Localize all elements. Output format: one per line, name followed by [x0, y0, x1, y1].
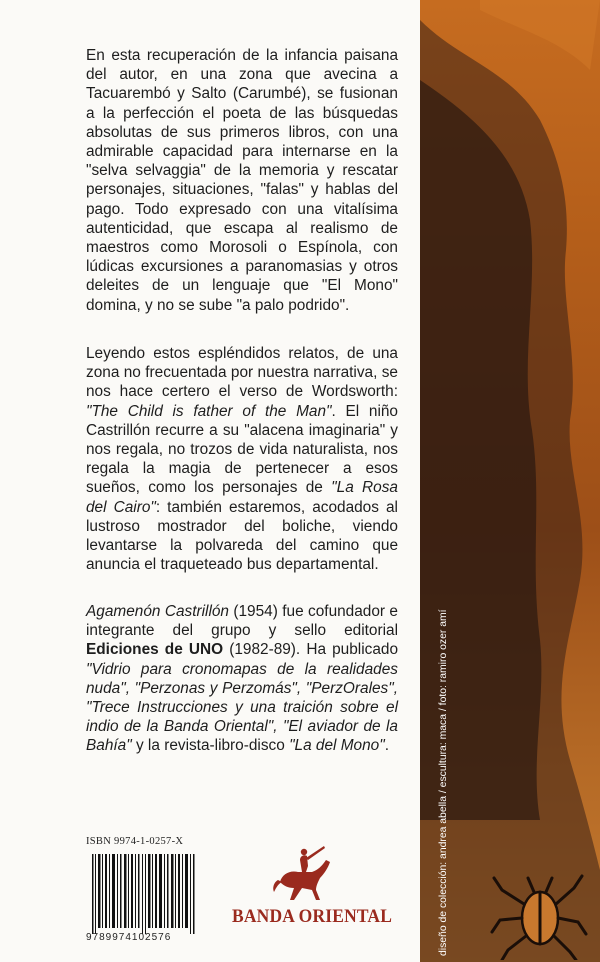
blurb-paragraph-2: [86, 344, 398, 574]
last-work-title: "La del Mono": [289, 737, 385, 755]
paragraph-2-middle: . El niño Castrillón recurre a su "alacena imaginaria" y nos regala, no trozos de vida naturalista, nos regala la magia de pertenecer a esos sueños, como los personajes de: [86, 402, 398, 497]
published-works-list: "Vidrio para cronomapas de la realidades nuda", "Perzonas y Perzomás", "PerzOrales", "Trece Instrucciones y una traición sobre el indio de la Banda Oriental", "El aviador de la Bahía": [86, 660, 398, 755]
publisher-ediciones-de-uno: Ediciones de UNO: [86, 641, 224, 659]
blurb-paragraph-1: En esta recuperación de la infancia paisana del autor, en una zona que avecina a Tacuarembó y Salto (Carumbé), se fusionan a la perfección el poeta de las búsquedas absolutas de sus primeros libros, con una admirable capacidad para internarse en la "selva selvaggia" de la memoria y rescatar personajes, situaciones, "falas" y hablas del pago. Todo expresado con una vitalísima autenticidad, que escapa al realismo de maestros como Morosoli o Espínola, con lúdicas excursiones a paranomasias y otros deleites de un lenguaje que "El Mono" domina, y no se sube "a palo podrido".: [86, 47, 398, 314]
author-bio-paragraph: [86, 602, 398, 756]
bio-part-1: (1954) fue cofundador e integrante del grupo y sello editorial: [86, 603, 398, 640]
design-credits: diseño de colección: andrea abella / escultura: maca / foto: ramiro ozer amí: [438, 609, 449, 956]
bio-part-3: y la revista-libro-disco: [131, 737, 290, 755]
bio-part-2: (1982-89). Ha publicado: [223, 641, 398, 659]
barcode-icon: [86, 852, 204, 934]
insect-sculpture-icon: [488, 870, 588, 960]
author-name: Agamenón Castrillón: [86, 603, 229, 620]
isbn-label: ISBN 9974-1-0257-X: [86, 836, 184, 847]
gaucho-horse-logo-icon: [272, 842, 334, 904]
isbn-block: [86, 836, 216, 946]
book-title-rosa-del-cairo: "La Rosa del Cairo": [86, 479, 398, 516]
wordsworth-quote: "The Child is father of the Man": [86, 402, 332, 420]
publisher-name: BANDA ORIENTAL: [232, 906, 393, 927]
paragraph-2-end: : también estaremos, acodados al lustroso mostrador del boliche, viendo levantarse la polvareda del camino que anuncia el traqueteado bus departamental.: [86, 498, 398, 574]
bio-part-4: .: [384, 737, 389, 755]
barcode-number: 9789974102576: [86, 932, 172, 943]
paragraph-2-intro: Leyendo estos espléndidos relatos, de una zona no frecuentada por nuestra narrativa, se nos hace certero el verso de Wordsworth:: [86, 345, 398, 401]
